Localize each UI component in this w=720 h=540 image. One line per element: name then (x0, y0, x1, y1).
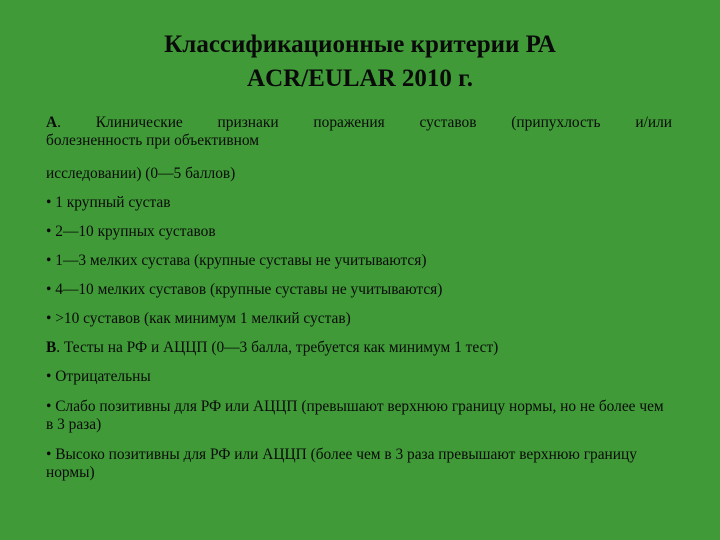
section-a-text-1: . Клинические признаки поражения суставов (припухлость и/или (57, 114, 672, 131)
section-a-line-3: исследовании) (0—5 баллов) (46, 165, 236, 182)
title-line-2: ACR/EULAR 2010 г. (247, 65, 473, 92)
section-b-item-1: • Отрицательны (46, 368, 672, 386)
section-a-item-4: • 4—10 мелких суставов (крупные суставы не учитываются) (46, 281, 672, 299)
section-a-letter: А (46, 114, 58, 131)
section-a-item-2: • 2—10 крупных суставов (46, 223, 672, 241)
section-b-text: . Тесты на РФ и АЦЦП (0—3 балла, требуется как минимум 1 тест) (56, 339, 499, 356)
slide-title (40, 28, 680, 96)
section-a-heading (46, 114, 672, 150)
section-a-item-3: • 1—3 мелких сустава (крупные суставы не учитываются) (46, 252, 672, 270)
section-b-item-2: • Слабо позитивны для РФ или АЦЦП (превышают верхнюю границу нормы, но не более чем в 3 раза) (46, 398, 672, 434)
section-b-item-3: • Высоко позитивны для РФ или АЦЦП (более чем в 3 раза превышают верхнюю границу нормы) (46, 446, 672, 482)
section-b-letter: В (46, 339, 57, 356)
section-a-line-1 (46, 114, 672, 132)
section-a-line-2: болезненность при объективном (46, 132, 259, 149)
section-b-heading (46, 339, 672, 357)
content-body (46, 114, 672, 482)
title-line-1: Классификационные критерии РА (164, 31, 556, 58)
section-a-item-1: • 1 крупный сустав (46, 194, 672, 212)
section-a-item-5: • >10 суставов (как минимум 1 мелкий сустав) (46, 310, 672, 328)
